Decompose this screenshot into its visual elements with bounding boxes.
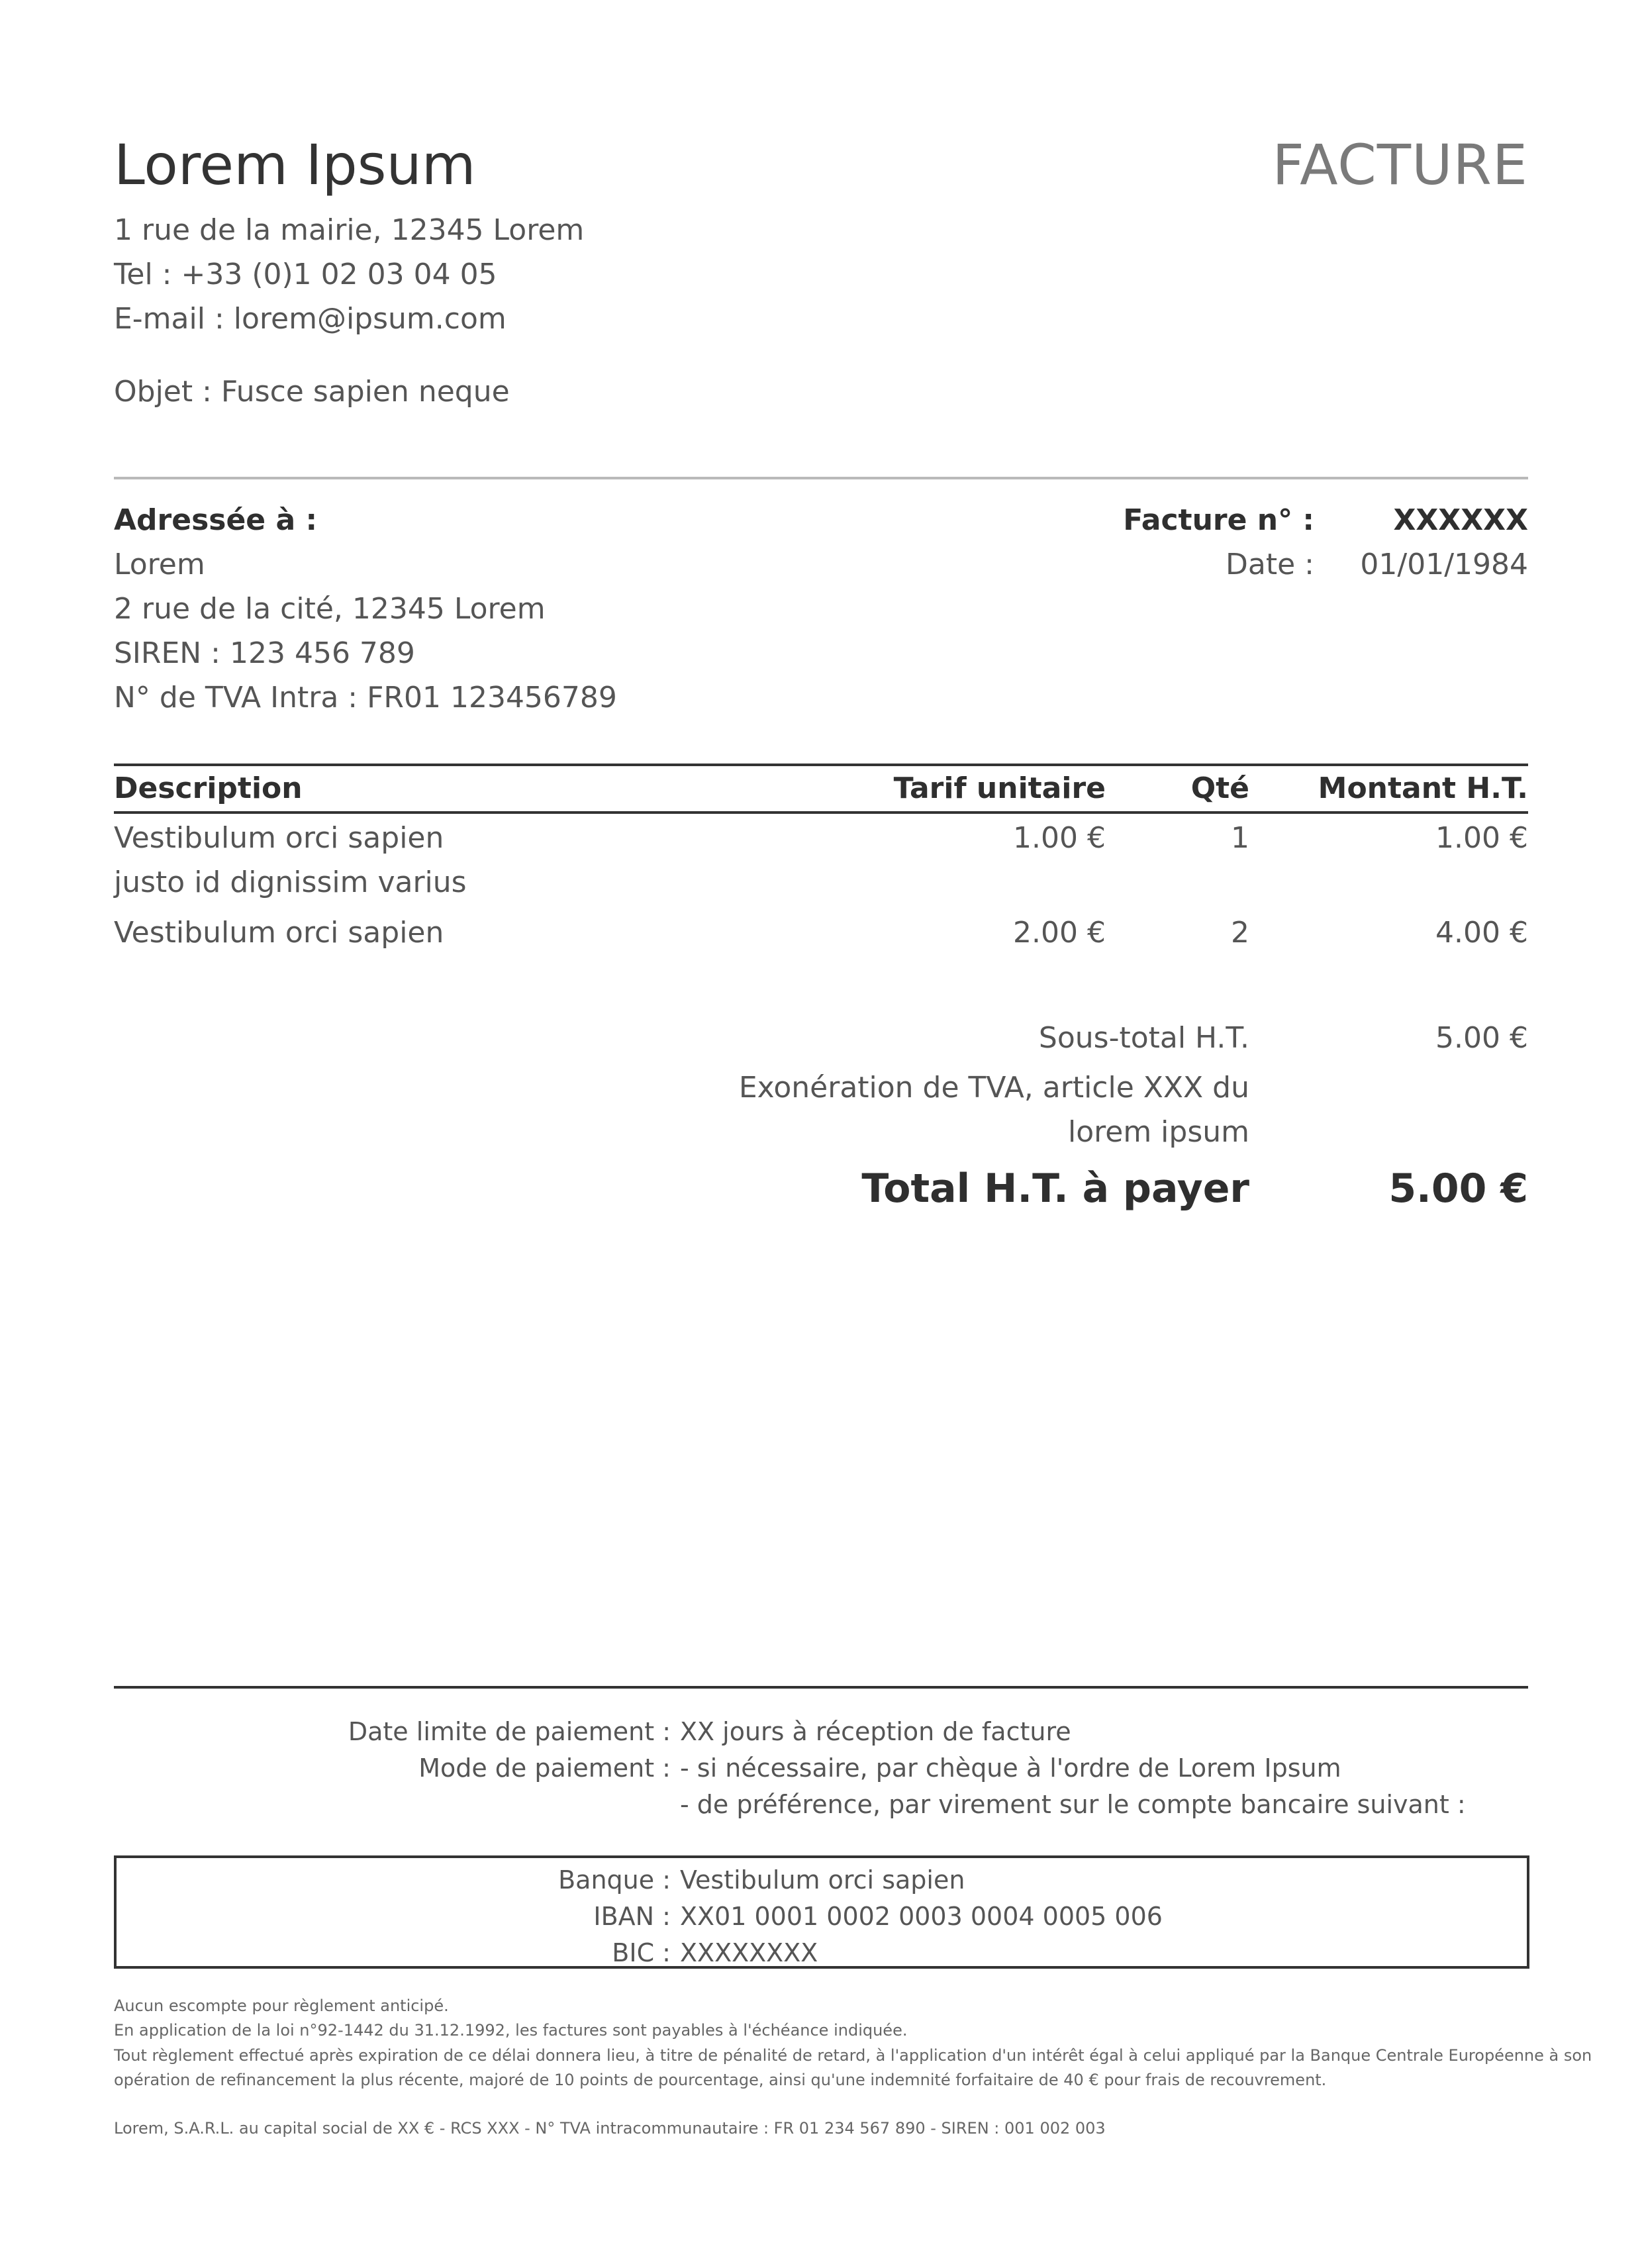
bic-value: XXXXXXXX <box>680 1938 818 1967</box>
table-header-rule <box>114 811 1528 814</box>
row-description: Vestibulum orci sapien <box>114 916 444 950</box>
row-unit-price: 2.00 € <box>1013 916 1106 950</box>
row-qty: 1 <box>1231 821 1249 855</box>
document-title: FACTURE <box>1272 132 1528 197</box>
row-description-continued: justo id dignissim varius <box>114 865 467 899</box>
subtotal-value: 5.00 € <box>1435 1021 1528 1055</box>
column-header-amount: Montant H.T. <box>1318 771 1528 805</box>
recipient-heading: Adressée à : <box>114 503 318 537</box>
bank-label: Banque : <box>558 1865 671 1895</box>
invoice-number-value: XXXXXX <box>1393 503 1528 537</box>
legal-late-penalty-continued: opération de refinancement la plus récente, majoré de 10 points de pourcentage, ainsi qu'une indemnité forfaitaire de 40 € pour frais de recouvrement. <box>114 2071 1327 2089</box>
row-qty: 2 <box>1231 916 1249 950</box>
row-amount: 1.00 € <box>1435 821 1528 855</box>
column-header-qty: Qté <box>1190 771 1249 805</box>
recipient-vat: N° de TVA Intra : FR01 123456789 <box>114 681 617 715</box>
bank-value: Vestibulum orci sapien <box>680 1865 965 1895</box>
invoice-date-label: Date : <box>1226 548 1314 581</box>
payment-mode-cheque: - si nécessaire, par chèque à l'ordre de Lorem Ipsum <box>680 1753 1341 1783</box>
row-unit-price: 1.00 € <box>1013 821 1106 855</box>
total-value: 5.00 € <box>1388 1165 1528 1212</box>
column-header-unit-price: Tarif unitaire <box>893 771 1106 805</box>
invoice-date-value: 01/01/1984 <box>1360 548 1528 581</box>
company-legal-footer: Lorem, S.A.R.L. au capital social de XX € - RCS XXX - N° TVA intracommunautaire : FR 01 234 567 890 - SIREN : 001 002 003 <box>114 2119 1106 2138</box>
column-header-description: Description <box>114 771 303 805</box>
payment-mode-label: Mode de paiement : <box>418 1753 671 1783</box>
iban-label: IBAN : <box>593 1902 671 1931</box>
bic-label: BIC : <box>612 1938 671 1967</box>
company-phone: Tel : +33 (0)1 02 03 04 05 <box>114 258 497 291</box>
subtotal-label: Sous-total H.T. <box>1038 1021 1249 1055</box>
company-name: Lorem Ipsum <box>114 132 476 197</box>
company-email: E-mail : lorem@ipsum.com <box>114 302 507 336</box>
invoice-subject: Objet : Fusce sapien neque <box>114 375 510 409</box>
recipient-name: Lorem <box>114 548 205 581</box>
legal-due-date: En application de la loi n°92-1442 du 31.12.1992, les factures sont payables à l'échéance indiquée. <box>114 2021 908 2040</box>
footer-divider <box>114 1686 1528 1689</box>
legal-late-penalty: Tout règlement effectué après expiration de ce délai donnera lieu, à titre de pénalité de retard, à l'application d'un intérêt égal à celui appliqué par la Banque Centrale Européenne à son <box>114 2046 1592 2065</box>
row-description: Vestibulum orci sapien <box>114 821 444 855</box>
invoice-number-label: Facture n° : <box>1123 503 1314 537</box>
row-amount: 4.00 € <box>1435 916 1528 950</box>
payment-deadline-label: Date limite de paiement : <box>348 1717 671 1746</box>
payment-deadline-value: XX jours à réception de facture <box>680 1717 1071 1746</box>
payment-mode-transfer: - de préférence, par virement sur le compte bancaire suivant : <box>680 1790 1466 1819</box>
iban-value: XX01 0001 0002 0003 0004 0005 006 <box>680 1902 1163 1931</box>
recipient-address: 2 rue de la cité, 12345 Lorem <box>114 592 546 626</box>
legal-no-discount: Aucun escompte pour règlement anticipé. <box>114 1997 449 2015</box>
recipient-siren: SIREN : 123 456 789 <box>114 636 415 670</box>
total-label: Total H.T. à payer <box>861 1165 1249 1212</box>
vat-exemption-note: Exonération de TVA, article XXX du <box>738 1071 1249 1105</box>
vat-exemption-note-continued: lorem ipsum <box>1067 1115 1249 1149</box>
header-divider <box>114 477 1528 479</box>
company-address: 1 rue de la mairie, 12345 Lorem <box>114 213 585 247</box>
table-top-rule <box>114 764 1528 766</box>
